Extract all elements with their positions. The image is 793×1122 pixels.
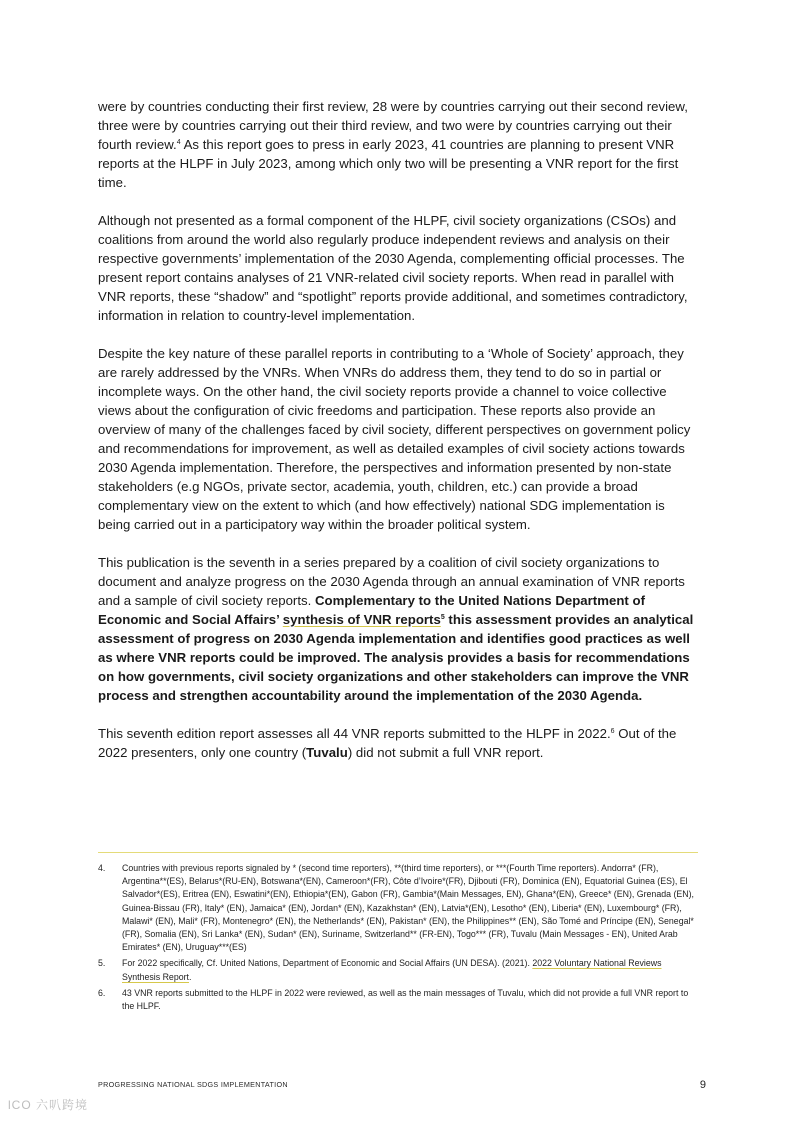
paragraph-2: Although not presented as a formal component of the HLPF, civil society organizations (CSOs) and coalitions from around the world also regularly produce independent reviews and analysis on their respective governments’ implementation of the 2030 Agenda, complementing official processes. The present report contains analyses of 21 VNR-related civil society reports. When read in parallel with VNR reports, these “shadow” and “spotlight” reports provide additional, and sometimes contradictory, information in relation to country-level implementation.: [98, 213, 688, 323]
footnote-5: [98, 957, 698, 983]
footnote-text: 43 VNR reports submitted to the HLPF in 2022 were reviewed, as well as the main messages of Tuvalu, which did not provide a full VNR report to the HLPF.: [122, 987, 689, 1012]
paragraph-3: Despite the key nature of these parallel reports in contributing to a ‘Whole of Society’ approach, they are rarely addressed by the VNRs. When VNRs do address them, they tend to do so in partial or incomplete ways. On the other hand, the civil society reports provide a channel to voice collective views about the configuration of civic freedoms and participation. These reports also provide an overview of many of the challenges faced by civil society, different perspectives on government policy and recommendations for improvement, as well as detailed examples of civil society actions towards 2030 Agenda implementation. Therefore, the perspectives and information presented by non-state stakeholders (e.g NGOs, private sector, academia, youth, children, etc.) can provide a broad complementary view on the extent to which (and how effectively) national SDG implementation is being carried out in a participatory way within the broader political system.: [98, 346, 691, 532]
paragraph-1-text-a: were by countries conducting their first review, 28 were by countries carrying out their second review, three were by countries carrying out their third review, and two were by countries carrying out their fourth review.: [98, 99, 688, 152]
footnote-4: [98, 862, 698, 954]
footnote-number: 4.: [98, 863, 106, 873]
synthesis-link[interactable]: synthesis of VNR reports: [282, 612, 441, 627]
paragraph-5: [98, 724, 698, 762]
footnote-ref-6[interactable]: 6: [610, 728, 615, 735]
footnotes: [98, 862, 698, 1016]
paragraph-1-text-b: As this report goes to press in early 2023, 41 countries are planning to present VNR reports at the HLPF in July 2023, among which only two will be presenting a VNR report for the first time.: [98, 137, 679, 190]
footnote-divider: [98, 852, 698, 853]
body-text: [98, 97, 698, 781]
vnr-synthesis-report-link[interactable]: 2022 Voluntary National Reviews Synthesis Report: [122, 958, 662, 982]
footnote-5-suffix: .: [189, 971, 192, 982]
paragraph-4-text: This publication is the seventh in a series prepared by a coalition of civil society organizations to document and analyze progress on the 2030 Agenda through an annual examination of VNR reports and a sample of civil society reports.: [98, 555, 685, 608]
paragraph-5-text-a: This seventh edition report assesses all 44 VNR reports submitted to the HLPF in 2022.: [98, 726, 611, 741]
footnote-ref-5[interactable]: 5: [440, 614, 445, 621]
footnote-text: [122, 957, 698, 983]
footnote-5-prefix: For 2022 specifically, Cf. United Nations, Department of Economic and Social Affairs (UN DESA). (2021).: [122, 958, 533, 969]
paragraph-5-text-b: Out of the 2022 presenters, only one country (: [98, 726, 677, 760]
paragraph-1: [98, 97, 698, 192]
footnote-number: 5.: [98, 958, 106, 969]
footnote-ref-4[interactable]: 4: [176, 139, 181, 146]
tuvalu-bold: Tuvalu: [306, 745, 348, 760]
page-number: 9: [699, 1079, 706, 1091]
running-footer: PROGRESSING NATIONAL SDGS IMPLEMENTATION: [98, 1080, 288, 1089]
paragraph-4-bold-a: Complementary to the United Nations Department of Economic and Social Affairs’: [98, 593, 645, 627]
paragraph-4: [98, 553, 698, 705]
paragraph-5-text-c: ) did not submit a full VNR report.: [347, 745, 544, 760]
paragraph-4-bold-b: this assessment provides an analytical assessment of progress on 2030 Agenda implementation and identifies good practices as well as where VNR reports could be improved. The analysis provides a basis for recommendations on how governments, civil society organizations and other stakeholders can improve the VNR process and strengthen accountability around the implementation of the 2030 Agenda.: [98, 612, 694, 703]
watermark: lCO 六叭跨境: [8, 1098, 89, 1112]
footnote-number: 6.: [98, 987, 106, 998]
footnote-text: Countries with previous reports signaled by * (second time reporters), **(third time reporters), or ***(Fourth Time reporters). Andorra* (FR), Argentina**(ES), Belarus*(RU-EN), Botswana*(EN), Cameroon*(FR), Côte d’Ivoire*(FR), Djibouti (FR), Dominica (EN), Equatorial Guinea (ES), El Salvador*(ES), Eritrea (EN), Eswatini*(EN), Ethiopia*(EN), Gabon (FR), Gambia*(Main Messages, EN), Ghana*(EN), Greece* (EN), Grenada (EN), Guinea-Bissau (FR), Italy* (EN), Jamaica* (EN), Jordan* (EN), Kazakhstan* (EN), Latvia*(EN), Lesotho* (EN), Liberia* (EN), Luxembourg* (FR), Malawi* (EN), Mali* (FR), Montenegro* (EN), the Netherlands* (EN), Pakistan* (EN), the Philippines** (EN), São Tomé and Príncipe (EN), Senegal* (FR), Somalia (EN), Sri Lanka* (EN), Sudan* (EN), Suriname, Switzerland** (FR-EN), Togo*** (FR), Tuvalu (Main Messages - EN), United Arab Emirates* (EN), Uruguay***(ES): [122, 863, 694, 953]
footnote-6: [98, 987, 698, 1013]
